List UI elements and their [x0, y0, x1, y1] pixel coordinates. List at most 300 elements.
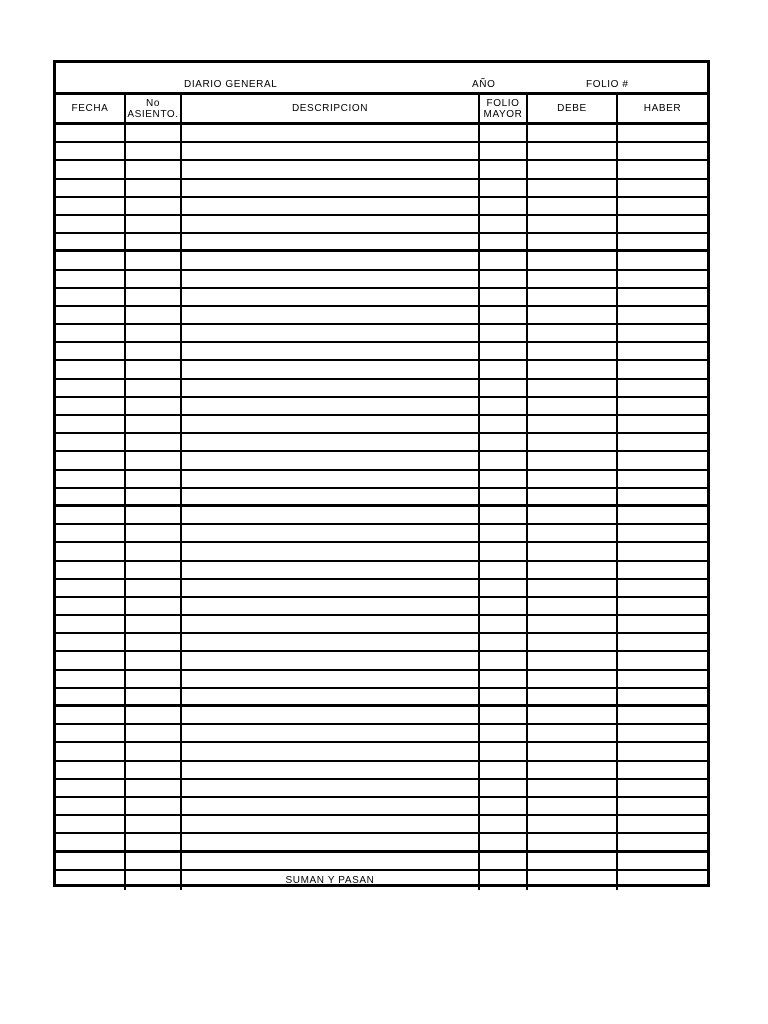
ledger-cell-debe[interactable]: [528, 543, 618, 559]
ledger-cell-debe[interactable]: [528, 798, 618, 814]
ledger-row: [56, 234, 707, 252]
ledger-cell-asiento[interactable]: [126, 634, 182, 650]
ledger-row: [56, 343, 707, 361]
ledger-cell-descripcion[interactable]: [182, 652, 480, 668]
ledger-cell-descripcion[interactable]: [182, 707, 480, 723]
ledger-cell-haber[interactable]: [618, 398, 707, 414]
ledger-cell-folio-mayor[interactable]: [480, 707, 528, 723]
ledger-cell-fecha[interactable]: [56, 689, 126, 704]
ledger-cell-descripcion[interactable]: [182, 343, 480, 359]
ledger-cell-folio-mayor[interactable]: [480, 361, 528, 377]
ledger-cell-haber[interactable]: [618, 853, 707, 869]
ledger-cell-asiento[interactable]: [126, 434, 182, 450]
ledger-cell-asiento[interactable]: [126, 834, 182, 849]
ledger-cell-fecha[interactable]: [56, 853, 126, 869]
ledger-cell-haber[interactable]: [618, 816, 707, 832]
ledger-cell-fecha[interactable]: [56, 452, 126, 468]
ledger-cell-fecha[interactable]: [56, 216, 126, 232]
ledger-body: [56, 125, 707, 871]
column-header-debe: DEBE: [528, 95, 618, 122]
ledger-cell-asiento[interactable]: [126, 343, 182, 359]
ledger-cell-fecha[interactable]: [56, 489, 126, 504]
ledger-cell-fecha[interactable]: [56, 143, 126, 159]
ledger-cell-haber[interactable]: [618, 471, 707, 487]
ledger-cell-debe[interactable]: [528, 252, 618, 268]
ledger-row: [56, 762, 707, 780]
ledger-row: [56, 416, 707, 434]
ledger-cell-descripcion[interactable]: [182, 271, 480, 287]
ledger-cell-folio-mayor[interactable]: [480, 434, 528, 450]
ledger-cell-fecha[interactable]: [56, 616, 126, 632]
ledger-cell-fecha[interactable]: [56, 180, 126, 196]
ledger-cell-descripcion[interactable]: [182, 671, 480, 687]
ledger-cell-debe[interactable]: [528, 234, 618, 249]
ledger-cell-debe[interactable]: [528, 725, 618, 741]
document-title: DIARIO GENERAL: [184, 79, 278, 90]
ledger-cell-folio-mayor[interactable]: [480, 525, 528, 541]
ledger-cell-debe[interactable]: [528, 525, 618, 541]
ledger-cell-folio-mayor[interactable]: [480, 798, 528, 814]
ledger-cell-fecha[interactable]: [56, 798, 126, 814]
ledger-cell-folio-mayor[interactable]: [480, 507, 528, 523]
ledger-cell-debe[interactable]: [528, 452, 618, 468]
ledger-cell-descripcion[interactable]: [182, 616, 480, 632]
ledger-cell-folio-mayor[interactable]: [480, 853, 528, 869]
ledger-cell-haber[interactable]: [618, 598, 707, 614]
total-cell-debe[interactable]: [528, 871, 618, 890]
ledger-cell-haber[interactable]: [618, 507, 707, 523]
ledger-cell-asiento[interactable]: [126, 361, 182, 377]
ledger-cell-folio-mayor[interactable]: [480, 416, 528, 432]
ledger-cell-folio-mayor[interactable]: [480, 816, 528, 832]
ledger-cell-folio-mayor[interactable]: [480, 216, 528, 232]
ledger-cell-folio-mayor[interactable]: [480, 725, 528, 741]
ledger-cell-asiento[interactable]: [126, 398, 182, 414]
ledger-cell-asiento[interactable]: [126, 543, 182, 559]
ledger-cell-folio-mayor[interactable]: [480, 325, 528, 341]
ledger-cell-fecha[interactable]: [56, 834, 126, 849]
ledger-cell-haber[interactable]: [618, 671, 707, 687]
ledger-cell-asiento[interactable]: [126, 525, 182, 541]
ledger-cell-folio-mayor[interactable]: [480, 380, 528, 396]
ledger-row: [56, 361, 707, 379]
total-row: [56, 871, 707, 890]
ledger-cell-asiento[interactable]: [126, 562, 182, 578]
ledger-cell-debe[interactable]: [528, 834, 618, 849]
title-bar: [56, 63, 707, 95]
ledger-cell-folio-mayor[interactable]: [480, 289, 528, 305]
ledger-cell-haber[interactable]: [618, 180, 707, 196]
ledger-row: [56, 671, 707, 689]
ledger-cell-folio-mayor[interactable]: [480, 161, 528, 177]
ledger-cell-folio-mayor[interactable]: [480, 489, 528, 504]
ledger-cell-descripcion[interactable]: [182, 252, 480, 268]
ledger-row: [56, 525, 707, 543]
ledger-cell-asiento[interactable]: [126, 234, 182, 249]
column-header-row: [56, 95, 707, 125]
ledger-cell-haber[interactable]: [618, 416, 707, 432]
ledger-cell-fecha[interactable]: [56, 652, 126, 668]
ledger-cell-asiento[interactable]: [126, 271, 182, 287]
ledger-cell-folio-mayor[interactable]: [480, 271, 528, 287]
ledger-cell-folio-mayor[interactable]: [480, 743, 528, 759]
ledger-cell-descripcion[interactable]: [182, 234, 480, 249]
ledger-cell-asiento[interactable]: [126, 325, 182, 341]
ledger-cell-debe[interactable]: [528, 598, 618, 614]
ledger-cell-folio-mayor[interactable]: [480, 634, 528, 650]
ledger-row: [56, 834, 707, 852]
ledger-cell-debe[interactable]: [528, 853, 618, 869]
ledger-cell-folio-mayor[interactable]: [480, 616, 528, 632]
ledger-row: [56, 543, 707, 561]
ledger-cell-fecha[interactable]: [56, 725, 126, 741]
column-header-descripcion: DESCRIPCION: [182, 95, 480, 122]
ledger-row: [56, 816, 707, 834]
ledger-cell-fecha[interactable]: [56, 816, 126, 832]
ledger-cell-fecha[interactable]: [56, 762, 126, 778]
ledger-cell-debe[interactable]: [528, 743, 618, 759]
ledger-cell-haber[interactable]: [618, 143, 707, 159]
ledger-cell-descripcion[interactable]: [182, 780, 480, 796]
ledger-row: [56, 307, 707, 325]
ledger-cell-haber[interactable]: [618, 725, 707, 741]
column-header-folio-mayor: FOLIO MAYOR: [480, 95, 528, 122]
ledger-row: [56, 380, 707, 398]
ledger-cell-debe[interactable]: [528, 489, 618, 504]
ledger-cell-folio-mayor[interactable]: [480, 780, 528, 796]
ledger-cell-debe[interactable]: [528, 143, 618, 159]
ledger-cell-fecha[interactable]: [56, 289, 126, 305]
ledger-cell-debe[interactable]: [528, 271, 618, 287]
ledger-cell-descripcion[interactable]: [182, 580, 480, 596]
ledger-cell-debe[interactable]: [528, 580, 618, 596]
ledger-row: [56, 471, 707, 489]
ledger-cell-asiento[interactable]: [126, 489, 182, 504]
ledger-cell-debe[interactable]: [528, 652, 618, 668]
ledger-cell-haber[interactable]: [618, 525, 707, 541]
ledger-cell-descripcion[interactable]: [182, 125, 480, 141]
ledger-cell-debe[interactable]: [528, 434, 618, 450]
ledger-cell-folio-mayor[interactable]: [480, 125, 528, 141]
ledger-cell-asiento[interactable]: [126, 816, 182, 832]
ledger-cell-descripcion[interactable]: [182, 161, 480, 177]
ledger-cell-folio-mayor[interactable]: [480, 234, 528, 249]
ledger-cell-debe[interactable]: [528, 616, 618, 632]
ledger-cell-descripcion[interactable]: [182, 416, 480, 432]
ledger-row: [56, 598, 707, 616]
ledger-cell-folio-mayor[interactable]: [480, 452, 528, 468]
ledger-row: [56, 743, 707, 761]
ledger-cell-descripcion[interactable]: [182, 198, 480, 214]
ledger-row: [56, 580, 707, 598]
ledger-cell-haber[interactable]: [618, 434, 707, 450]
year-label: AÑO: [472, 79, 496, 90]
ledger-cell-haber[interactable]: [618, 707, 707, 723]
ledger-cell-haber[interactable]: [618, 652, 707, 668]
ledger-cell-asiento[interactable]: [126, 580, 182, 596]
ledger-cell-haber[interactable]: [618, 234, 707, 249]
ledger-row: [56, 434, 707, 452]
ledger-cell-fecha[interactable]: [56, 507, 126, 523]
total-label: SUMAN Y PASAN: [182, 871, 480, 890]
ledger-cell-haber[interactable]: [618, 289, 707, 305]
ledger-cell-haber[interactable]: [618, 489, 707, 504]
ledger-cell-debe[interactable]: [528, 562, 618, 578]
ledger-cell-folio-mayor[interactable]: [480, 471, 528, 487]
ledger-cell-descripcion[interactable]: [182, 361, 480, 377]
total-cell-asiento: [126, 871, 182, 890]
ledger-cell-fecha[interactable]: [56, 525, 126, 541]
ledger-cell-asiento[interactable]: [126, 780, 182, 796]
ledger-table: [56, 95, 707, 890]
ledger-cell-debe[interactable]: [528, 707, 618, 723]
ledger-cell-fecha[interactable]: [56, 343, 126, 359]
ledger-cell-folio-mayor[interactable]: [480, 198, 528, 214]
ledger-row: [56, 325, 707, 343]
ledger-cell-descripcion[interactable]: [182, 507, 480, 523]
ledger-row: [56, 707, 707, 725]
ledger-cell-haber[interactable]: [618, 743, 707, 759]
folio-label: FOLIO #: [586, 79, 629, 90]
ledger-cell-descripcion[interactable]: [182, 307, 480, 323]
ledger-cell-debe[interactable]: [528, 507, 618, 523]
ledger-cell-debe[interactable]: [528, 762, 618, 778]
ledger-cell-descripcion[interactable]: [182, 525, 480, 541]
ledger-cell-haber[interactable]: [618, 562, 707, 578]
ledger-cell-descripcion[interactable]: [182, 725, 480, 741]
ledger-cell-asiento[interactable]: [126, 471, 182, 487]
ledger-cell-asiento[interactable]: [126, 180, 182, 196]
ledger-cell-asiento[interactable]: [126, 798, 182, 814]
ledger-cell-fecha[interactable]: [56, 580, 126, 596]
ledger-cell-haber[interactable]: [618, 834, 707, 849]
ledger-cell-debe[interactable]: [528, 671, 618, 687]
ledger-cell-descripcion[interactable]: [182, 489, 480, 504]
ledger-cell-asiento[interactable]: [126, 416, 182, 432]
ledger-cell-asiento[interactable]: [126, 507, 182, 523]
ledger-cell-asiento[interactable]: [126, 671, 182, 687]
ledger-cell-fecha[interactable]: [56, 234, 126, 249]
ledger-cell-fecha[interactable]: [56, 780, 126, 796]
ledger-cell-folio-mayor[interactable]: [480, 834, 528, 849]
ledger-cell-fecha[interactable]: [56, 125, 126, 141]
ledger-cell-folio-mayor[interactable]: [480, 398, 528, 414]
ledger-cell-haber[interactable]: [618, 361, 707, 377]
ledger-cell-debe[interactable]: [528, 416, 618, 432]
ledger-cell-fecha[interactable]: [56, 398, 126, 414]
ledger-cell-fecha[interactable]: [56, 161, 126, 177]
ledger-cell-fecha[interactable]: [56, 634, 126, 650]
ledger-cell-descripcion[interactable]: [182, 834, 480, 849]
ledger-sheet: [53, 60, 710, 887]
ledger-cell-haber[interactable]: [618, 634, 707, 650]
ledger-cell-asiento[interactable]: [126, 707, 182, 723]
ledger-row: [56, 562, 707, 580]
ledger-cell-descripcion[interactable]: [182, 543, 480, 559]
ledger-cell-fecha[interactable]: [56, 434, 126, 450]
ledger-row: [56, 853, 707, 871]
ledger-cell-haber[interactable]: [618, 252, 707, 268]
ledger-cell-fecha[interactable]: [56, 361, 126, 377]
ledger-cell-asiento[interactable]: [126, 307, 182, 323]
ledger-cell-fecha[interactable]: [56, 471, 126, 487]
ledger-cell-descripcion[interactable]: [182, 798, 480, 814]
ledger-cell-folio-mayor[interactable]: [480, 143, 528, 159]
ledger-cell-folio-mayor[interactable]: [480, 180, 528, 196]
total-cell-haber[interactable]: [618, 871, 707, 890]
ledger-cell-descripcion[interactable]: [182, 289, 480, 305]
column-header-asiento: No ASIENTO.: [126, 95, 182, 122]
ledger-cell-folio-mayor[interactable]: [480, 343, 528, 359]
ledger-cell-fecha[interactable]: [56, 543, 126, 559]
ledger-cell-descripcion[interactable]: [182, 434, 480, 450]
ledger-cell-haber[interactable]: [618, 216, 707, 232]
ledger-cell-haber[interactable]: [618, 125, 707, 141]
ledger-row: [56, 161, 707, 179]
ledger-cell-asiento[interactable]: [126, 689, 182, 704]
ledger-cell-descripcion[interactable]: [182, 398, 480, 414]
ledger-cell-debe[interactable]: [528, 289, 618, 305]
ledger-cell-folio-mayor[interactable]: [480, 598, 528, 614]
ledger-cell-descripcion[interactable]: [182, 180, 480, 196]
ledger-cell-asiento[interactable]: [126, 161, 182, 177]
ledger-row: [56, 489, 707, 507]
ledger-cell-descripcion[interactable]: [182, 471, 480, 487]
ledger-cell-debe[interactable]: [528, 471, 618, 487]
ledger-cell-asiento[interactable]: [126, 853, 182, 869]
ledger-cell-haber[interactable]: [618, 271, 707, 287]
ledger-cell-descripcion[interactable]: [182, 562, 480, 578]
ledger-cell-debe[interactable]: [528, 780, 618, 796]
ledger-cell-asiento[interactable]: [126, 598, 182, 614]
ledger-cell-folio-mayor[interactable]: [480, 762, 528, 778]
ledger-cell-haber[interactable]: [618, 580, 707, 596]
ledger-cell-debe[interactable]: [528, 125, 618, 141]
ledger-cell-asiento[interactable]: [126, 216, 182, 232]
ledger-cell-debe[interactable]: [528, 325, 618, 341]
ledger-cell-fecha[interactable]: [56, 598, 126, 614]
ledger-cell-asiento[interactable]: [126, 289, 182, 305]
ledger-cell-debe[interactable]: [528, 689, 618, 704]
ledger-row: [56, 271, 707, 289]
ledger-cell-fecha[interactable]: [56, 707, 126, 723]
ledger-cell-asiento[interactable]: [126, 143, 182, 159]
ledger-cell-folio-mayor[interactable]: [480, 307, 528, 323]
ledger-cell-asiento[interactable]: [126, 452, 182, 468]
ledger-cell-folio-mayor[interactable]: [480, 562, 528, 578]
ledger-cell-descripcion[interactable]: [182, 143, 480, 159]
ledger-cell-descripcion[interactable]: [182, 380, 480, 396]
ledger-cell-fecha[interactable]: [56, 416, 126, 432]
ledger-row: [56, 634, 707, 652]
ledger-row: [56, 507, 707, 525]
ledger-cell-fecha[interactable]: [56, 198, 126, 214]
ledger-cell-fecha[interactable]: [56, 271, 126, 287]
ledger-cell-fecha[interactable]: [56, 562, 126, 578]
ledger-cell-debe[interactable]: [528, 634, 618, 650]
ledger-row: [56, 725, 707, 743]
ledger-cell-descripcion[interactable]: [182, 816, 480, 832]
ledger-cell-haber[interactable]: [618, 616, 707, 632]
ledger-cell-descripcion[interactable]: [182, 598, 480, 614]
ledger-cell-haber[interactable]: [618, 161, 707, 177]
ledger-cell-fecha[interactable]: [56, 671, 126, 687]
ledger-cell-haber[interactable]: [618, 780, 707, 796]
ledger-cell-debe[interactable]: [528, 816, 618, 832]
ledger-cell-fecha[interactable]: [56, 252, 126, 268]
ledger-cell-folio-mayor[interactable]: [480, 689, 528, 704]
ledger-cell-debe[interactable]: [528, 180, 618, 196]
ledger-cell-descripcion[interactable]: [182, 743, 480, 759]
ledger-row: [56, 252, 707, 270]
ledger-row: [56, 198, 707, 216]
ledger-cell-haber[interactable]: [618, 325, 707, 341]
ledger-cell-debe[interactable]: [528, 380, 618, 396]
ledger-cell-descripcion[interactable]: [182, 634, 480, 650]
ledger-cell-debe[interactable]: [528, 216, 618, 232]
ledger-cell-folio-mayor[interactable]: [480, 652, 528, 668]
ledger-cell-debe[interactable]: [528, 361, 618, 377]
ledger-cell-debe[interactable]: [528, 307, 618, 323]
ledger-cell-debe[interactable]: [528, 343, 618, 359]
ledger-cell-asiento[interactable]: [126, 198, 182, 214]
ledger-row: [56, 689, 707, 707]
ledger-cell-debe[interactable]: [528, 398, 618, 414]
ledger-cell-haber[interactable]: [618, 798, 707, 814]
ledger-row: [56, 798, 707, 816]
ledger-cell-debe[interactable]: [528, 161, 618, 177]
ledger-row: [56, 180, 707, 198]
ledger-cell-asiento[interactable]: [126, 616, 182, 632]
ledger-row: [56, 452, 707, 470]
ledger-cell-descripcion[interactable]: [182, 853, 480, 869]
ledger-row: [56, 143, 707, 161]
ledger-cell-haber[interactable]: [618, 380, 707, 396]
ledger-cell-asiento[interactable]: [126, 252, 182, 268]
ledger-cell-asiento[interactable]: [126, 125, 182, 141]
ledger-cell-fecha[interactable]: [56, 743, 126, 759]
ledger-cell-folio-mayor[interactable]: [480, 252, 528, 268]
total-cell-fecha: [56, 871, 126, 890]
ledger-cell-fecha[interactable]: [56, 380, 126, 396]
ledger-cell-asiento[interactable]: [126, 652, 182, 668]
ledger-cell-asiento[interactable]: [126, 743, 182, 759]
ledger-cell-folio-mayor[interactable]: [480, 580, 528, 596]
ledger-cell-debe[interactable]: [528, 198, 618, 214]
ledger-cell-asiento[interactable]: [126, 725, 182, 741]
ledger-cell-descripcion[interactable]: [182, 762, 480, 778]
ledger-cell-haber[interactable]: [618, 198, 707, 214]
ledger-cell-descripcion[interactable]: [182, 452, 480, 468]
ledger-cell-haber[interactable]: [618, 543, 707, 559]
ledger-cell-haber[interactable]: [618, 307, 707, 323]
ledger-cell-asiento[interactable]: [126, 380, 182, 396]
ledger-row: [56, 216, 707, 234]
ledger-cell-folio-mayor[interactable]: [480, 671, 528, 687]
ledger-cell-fecha[interactable]: [56, 325, 126, 341]
total-cell-folio-mayor: [480, 871, 528, 890]
ledger-cell-fecha[interactable]: [56, 307, 126, 323]
ledger-cell-haber[interactable]: [618, 452, 707, 468]
ledger-cell-descripcion[interactable]: [182, 689, 480, 704]
ledger-cell-folio-mayor[interactable]: [480, 543, 528, 559]
ledger-cell-haber[interactable]: [618, 343, 707, 359]
ledger-cell-asiento[interactable]: [126, 762, 182, 778]
ledger-cell-haber[interactable]: [618, 762, 707, 778]
ledger-cell-descripcion[interactable]: [182, 216, 480, 232]
ledger-cell-descripcion[interactable]: [182, 325, 480, 341]
ledger-cell-haber[interactable]: [618, 689, 707, 704]
